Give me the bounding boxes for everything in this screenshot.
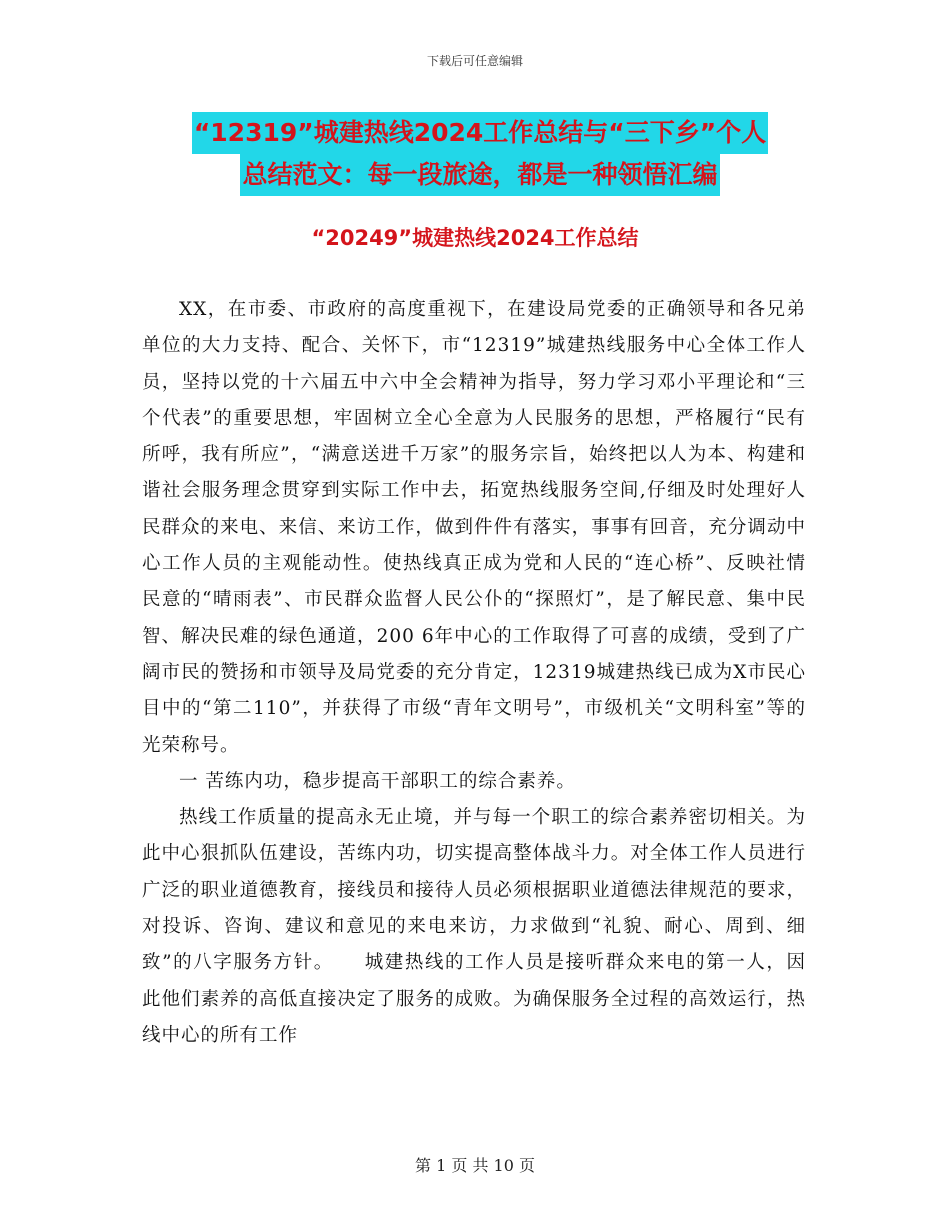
page-footer: 第 1 页 共 10 页	[415, 1156, 535, 1175]
document-title-line-2: 总结范文：每一段旅途，都是一种领悟汇编	[240, 154, 719, 196]
paragraph-body-1: 热线工作质量的提高永无止境，并与每一个职工的综合素养密切相关。为此中心狠抓队伍建设，苦练内功，切实提高整体战斗力。对全体工作人员进行广泛的职业道德教育，接线员和接待人员必须根据职业道德法律规范的要求，对投诉、咨询、建议和意见的来电来访，力求做到“礼貌、耐心、周到、细致”的八字服务方针。 城建热线的工作人员是接听群众来电的第一人，因此他们素养的高低直接决定了服务的成败。为确保服务全过程的高效运行，热线中心的所有工作	[142, 807, 806, 1046]
paragraph-intro: XX，在市委、市政府的高度重视下，在建设局党委的正确领导和各兄弟单位的大力支持、配合、关怀下，市“12319”城建热线服务中心全体工作人员，坚持以党的十六届五中六中全会精神为指导，努力学习邓小平理论和“三个代表”的重要思想，牢固树立全心全意为人民服务的思想，严格履行“民有所呼，我有所应”，“满意送进千万家”的服务宗旨，始终把以人为本、构建和谐社会服务理念贯穿到实际工作中去，拓宽热线服务空间,仔细及时处理好人民群众的来电、来信、来访工作，做到件件有落实，事事有回音，充分调动中心工作人员的主观能动性。使热线真正成为党和人民的“连心桥”、反映社情民意的“晴雨表”、市民群众监督人民公仆的“探照灯”，是了解民意、集中民智、解决民难的绿色通道，200 6年中心的工作取得了可喜的成绩，受到了广阔市民的赞扬和市领导及局党委的充分肯定，12319城建热线已成为X市民心目中的“第二110”，并获得了市级“青年文明号”，市级机关“文明科室”等的光荣称号。	[142, 299, 806, 756]
section-title: “20249”城建热线2024工作总结	[311, 226, 639, 250]
document-title	[150, 112, 810, 196]
document-title-line-1: “12319”城建热线2024工作总结与“三下乡”个人	[192, 112, 768, 154]
body-text	[142, 292, 806, 1054]
paragraph-heading-1: 一 苦练内功，稳步提高干部职工的综合素养。	[179, 770, 576, 792]
header-note: 下载后可任意编辑	[426, 54, 523, 68]
